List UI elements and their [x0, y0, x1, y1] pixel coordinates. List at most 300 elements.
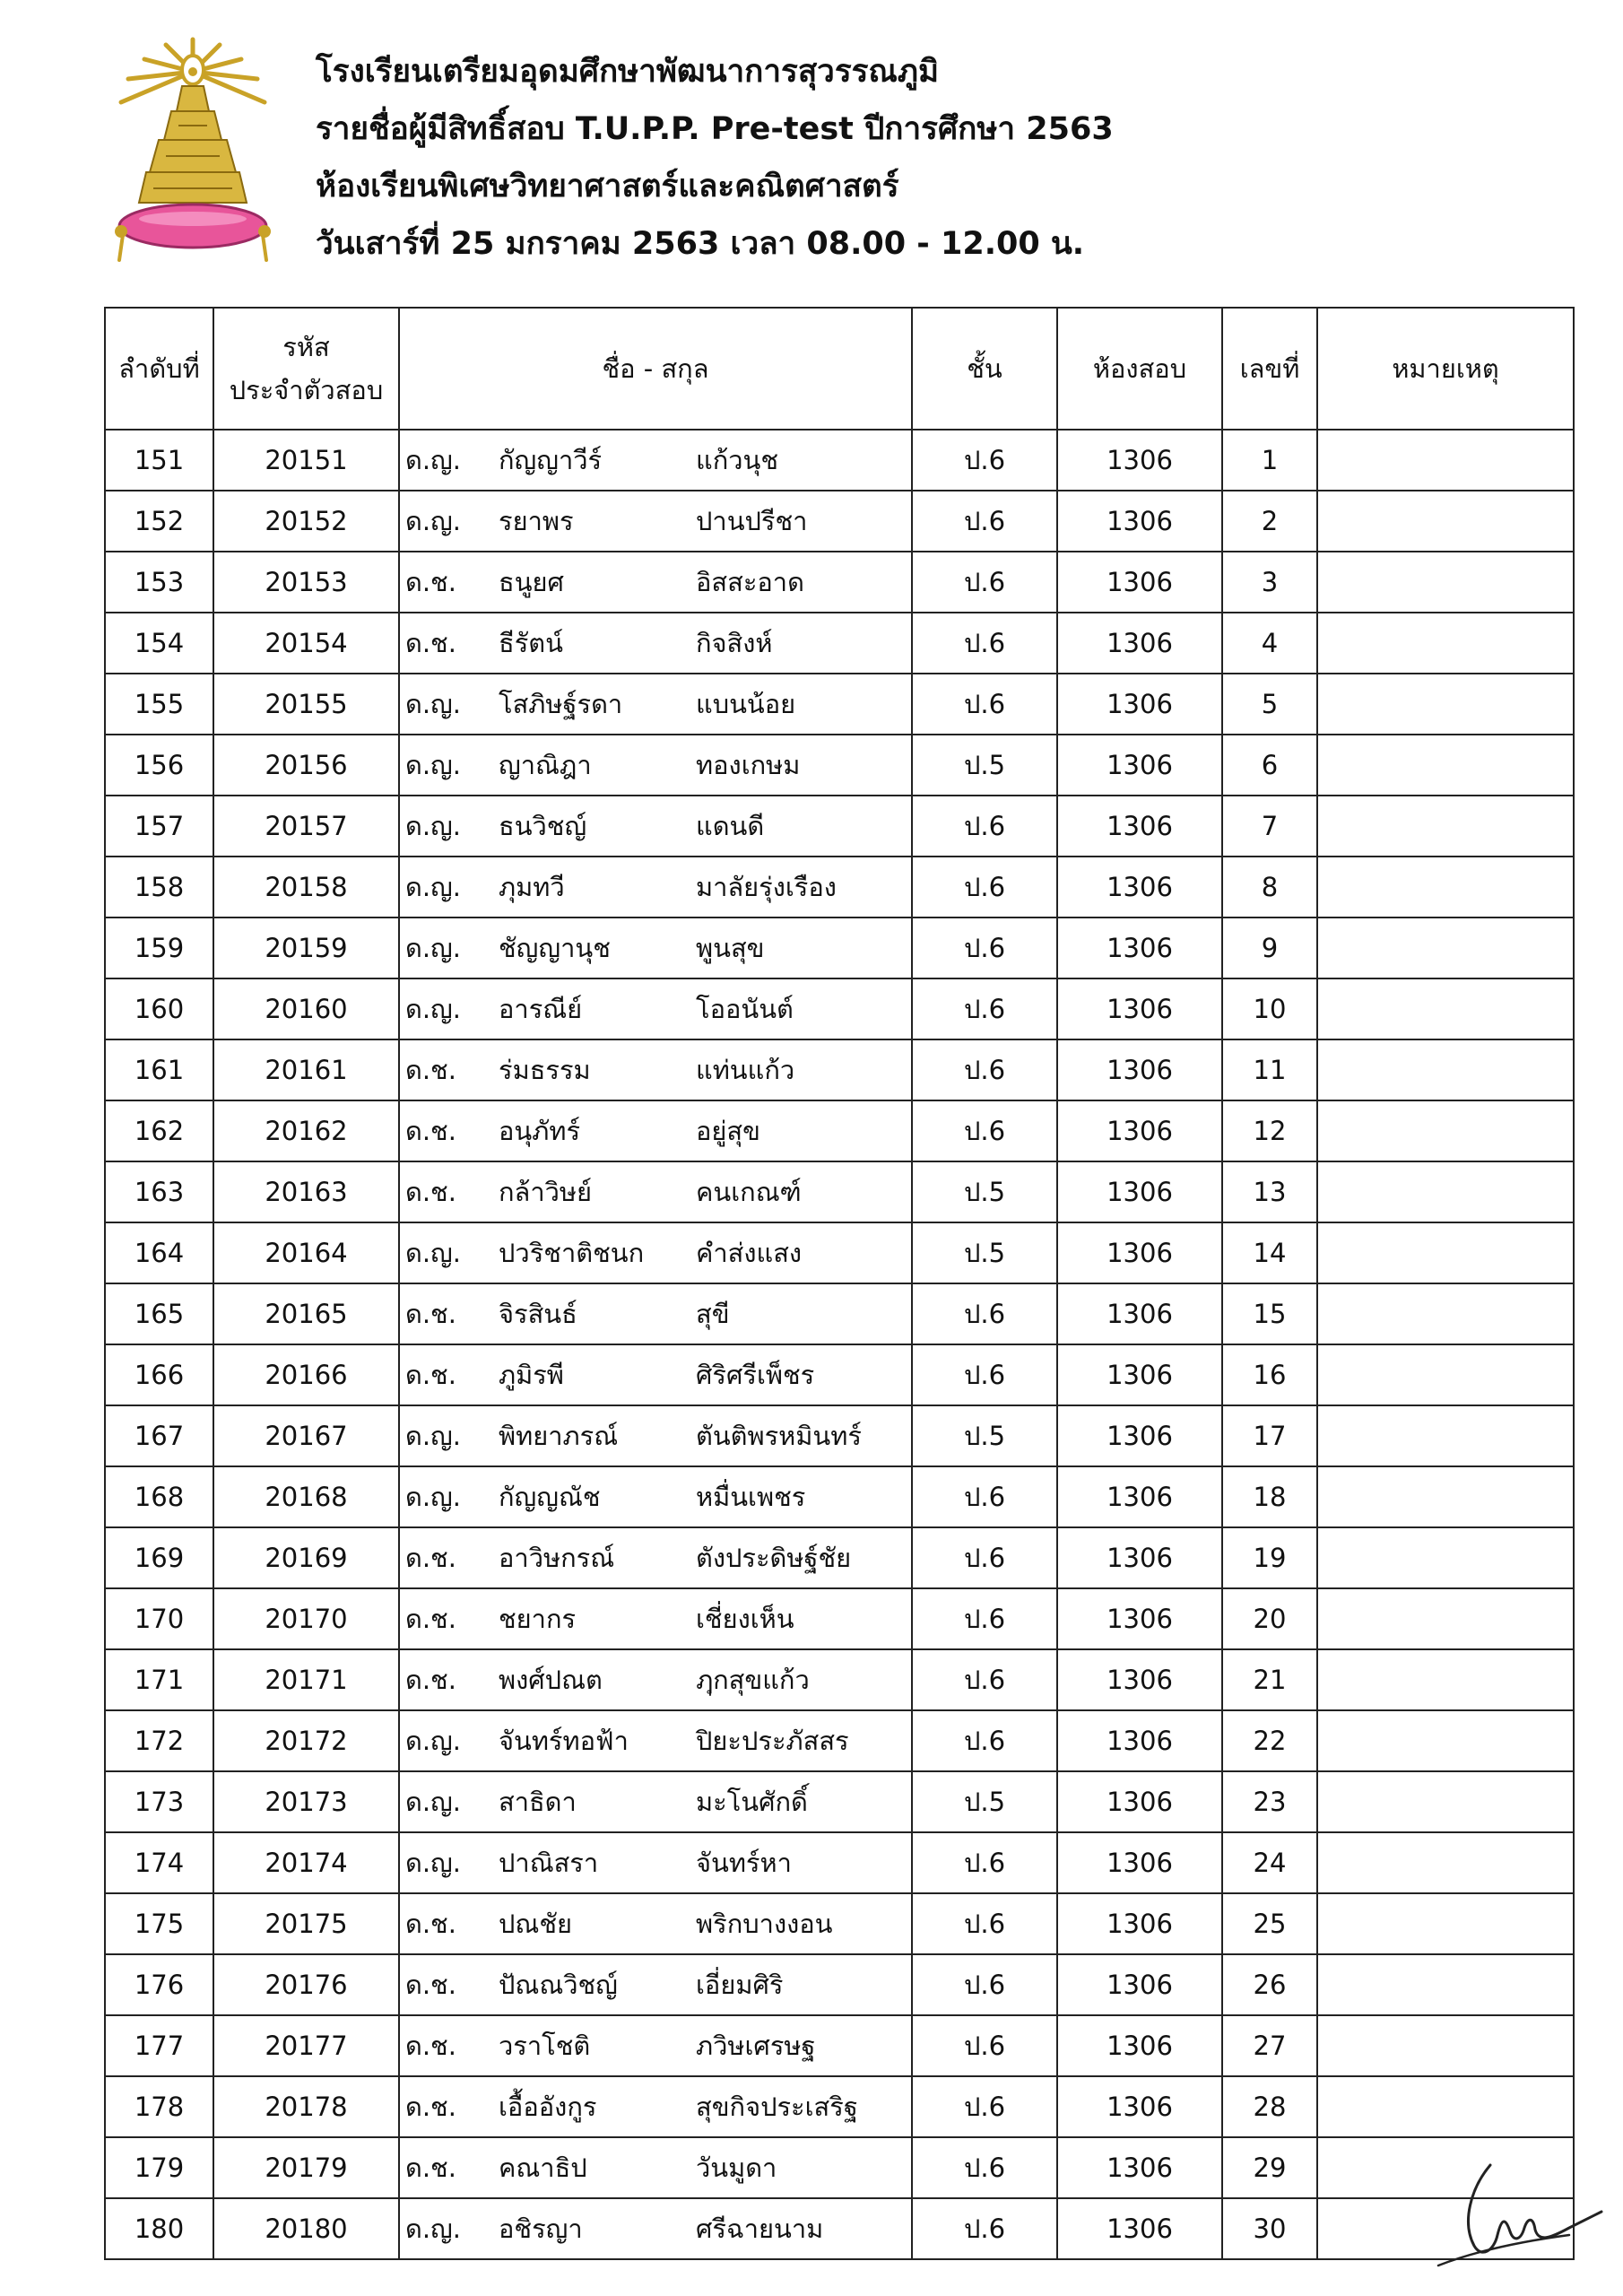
name-prefix: ด.ญ. — [405, 933, 461, 963]
table-row — [105, 796, 1574, 857]
cell-remark — [1317, 613, 1574, 674]
cell-room: 1306 — [1057, 1466, 1222, 1527]
cell-order: 180 — [105, 2198, 213, 2259]
first-name: รยาพร — [499, 506, 574, 536]
cell-remark — [1317, 1832, 1574, 1893]
cell-order: 155 — [105, 674, 213, 735]
cell-exam-id: 20174 — [213, 1832, 399, 1893]
table-row — [105, 735, 1574, 796]
first-name: ภุมทวี — [499, 872, 565, 902]
name-prefix: ด.ช. — [405, 1360, 456, 1390]
cell-name — [399, 735, 912, 796]
cell-grade: ป.6 — [912, 2198, 1057, 2259]
cell-grade: ป.6 — [912, 674, 1057, 735]
cell-room: 1306 — [1057, 857, 1222, 918]
name-prefix: ด.ช. — [405, 628, 456, 658]
last-name: ตังประดิษฐ์ชัย — [696, 1543, 852, 1573]
cell-seat: 25 — [1222, 1893, 1317, 1954]
cell-grade: ป.6 — [912, 857, 1057, 918]
cell-room: 1306 — [1057, 1161, 1222, 1222]
cell-order: 156 — [105, 735, 213, 796]
cell-exam-id: 20153 — [213, 552, 399, 613]
cell-seat: 26 — [1222, 1954, 1317, 2015]
first-name: กัญญาวีร์ — [499, 445, 603, 475]
cell-name — [399, 1893, 912, 1954]
table-body — [105, 430, 1574, 2259]
name-prefix: ด.ช. — [405, 2152, 456, 2183]
cell-name — [399, 2076, 912, 2137]
cell-seat: 7 — [1222, 796, 1317, 857]
first-name: จิรสินธ์ — [499, 1299, 577, 1329]
cell-exam-id: 20175 — [213, 1893, 399, 1954]
cell-exam-id: 20158 — [213, 857, 399, 918]
name-prefix: ด.ญ. — [405, 1787, 461, 1817]
cell-room: 1306 — [1057, 1527, 1222, 1588]
cell-grade: ป.6 — [912, 1527, 1057, 1588]
cell-remark — [1317, 796, 1574, 857]
cell-grade: ป.6 — [912, 1100, 1057, 1161]
name-prefix: ด.ญ. — [405, 445, 461, 475]
cell-order: 153 — [105, 552, 213, 613]
cell-remark — [1317, 1893, 1574, 1954]
cell-exam-id: 20159 — [213, 918, 399, 978]
cell-remark — [1317, 918, 1574, 978]
name-prefix: ด.ญ. — [405, 506, 461, 536]
cell-grade: ป.6 — [912, 1710, 1057, 1771]
first-name: ธนูยศ — [499, 567, 564, 597]
cell-remark — [1317, 1649, 1574, 1710]
cell-remark — [1317, 1588, 1574, 1649]
name-prefix: ด.ญ. — [405, 1421, 461, 1451]
cell-grade: ป.6 — [912, 1466, 1057, 1527]
name-prefix: ด.ช. — [405, 1055, 456, 1085]
last-name: ปานปรีชา — [696, 506, 808, 536]
last-name: แก้วนุช — [696, 445, 779, 475]
table-row — [105, 430, 1574, 491]
first-name: วราโชติ — [499, 2031, 591, 2061]
name-prefix: ด.ช. — [405, 1299, 456, 1329]
cell-order: 157 — [105, 796, 213, 857]
header-name: ชื่อ - สกุล — [399, 308, 912, 430]
cell-remark — [1317, 1710, 1574, 1771]
name-prefix: ด.ช. — [405, 1665, 456, 1695]
cell-room: 1306 — [1057, 918, 1222, 978]
cell-room: 1306 — [1057, 674, 1222, 735]
cell-name — [399, 1588, 912, 1649]
school-name: โรงเรียนเตรียมอุดมศึกษาพัฒนาการสุวรรณภูมิ — [316, 54, 940, 90]
table-row — [105, 1222, 1574, 1283]
cell-exam-id: 20166 — [213, 1344, 399, 1405]
last-name: มะโนศักดิ์ — [696, 1787, 808, 1817]
last-name: สุขี — [696, 1299, 730, 1329]
cell-exam-id: 20167 — [213, 1405, 399, 1466]
cell-name — [399, 1527, 912, 1588]
table-row — [105, 1527, 1574, 1588]
last-name: กิจสิงห์ — [696, 628, 773, 658]
first-name: อาวิษกรณ์ — [499, 1543, 615, 1573]
cell-seat: 12 — [1222, 1100, 1317, 1161]
candidate-table — [104, 307, 1575, 2260]
cell-name — [399, 430, 912, 491]
last-name: คนเกณฑ์ — [696, 1177, 802, 1207]
cell-remark — [1317, 1222, 1574, 1283]
cell-name — [399, 613, 912, 674]
first-name: จันทร์ทอฟ้า — [499, 1726, 629, 1756]
cell-grade: ป.6 — [912, 1039, 1057, 1100]
name-prefix: ด.ญ. — [405, 1238, 461, 1268]
last-name: แบนน้อย — [696, 689, 796, 719]
cell-order: 152 — [105, 491, 213, 552]
header-grade: ชั้น — [912, 308, 1057, 430]
cell-room: 1306 — [1057, 735, 1222, 796]
table-row — [105, 1771, 1574, 1832]
cell-grade: ป.6 — [912, 2137, 1057, 2198]
cell-exam-id: 20168 — [213, 1466, 399, 1527]
table-row — [105, 1832, 1574, 1893]
cell-seat: 15 — [1222, 1283, 1317, 1344]
cell-remark — [1317, 1466, 1574, 1527]
cell-remark — [1317, 552, 1574, 613]
cell-seat: 30 — [1222, 2198, 1317, 2259]
cell-seat: 16 — [1222, 1344, 1317, 1405]
cell-room: 1306 — [1057, 1954, 1222, 2015]
name-prefix: ด.ช. — [405, 1116, 456, 1146]
cell-room: 1306 — [1057, 1588, 1222, 1649]
last-name: ศิริศรีเพ็ชร — [696, 1360, 815, 1390]
cell-grade: ป.6 — [912, 1893, 1057, 1954]
first-name: พิทยาภรณ์ — [499, 1421, 619, 1451]
first-name: พงศ์ปณต — [499, 1665, 603, 1695]
table-row — [105, 613, 1574, 674]
name-prefix: ด.ญ. — [405, 1726, 461, 1756]
cell-room: 1306 — [1057, 2137, 1222, 2198]
cell-exam-id: 20152 — [213, 491, 399, 552]
first-name: ปณชัย — [499, 1909, 572, 1939]
cell-name — [399, 857, 912, 918]
cell-seat: 18 — [1222, 1466, 1317, 1527]
table-row — [105, 857, 1574, 918]
cell-order: 168 — [105, 1466, 213, 1527]
cell-seat: 9 — [1222, 918, 1317, 978]
cell-room: 1306 — [1057, 1649, 1222, 1710]
cell-exam-id: 20171 — [213, 1649, 399, 1710]
cell-grade: ป.6 — [912, 2015, 1057, 2076]
cell-seat: 27 — [1222, 2015, 1317, 2076]
cell-seat: 8 — [1222, 857, 1317, 918]
cell-seat: 5 — [1222, 674, 1317, 735]
first-name: ภูมิรพี — [499, 1360, 564, 1390]
cell-seat: 13 — [1222, 1161, 1317, 1222]
last-name: โออนันต์ — [696, 994, 794, 1024]
cell-order: 159 — [105, 918, 213, 978]
name-prefix: ด.ญ. — [405, 994, 461, 1024]
cell-exam-id: 20173 — [213, 1771, 399, 1832]
name-prefix: ด.ช. — [405, 1970, 456, 2000]
cell-grade: ป.6 — [912, 1283, 1057, 1344]
first-name: ชัญญานุช — [499, 933, 611, 963]
cell-order: 160 — [105, 978, 213, 1039]
name-prefix: ด.ญ. — [405, 811, 461, 841]
cell-room: 1306 — [1057, 1710, 1222, 1771]
table-row — [105, 552, 1574, 613]
cell-seat: 3 — [1222, 552, 1317, 613]
cell-seat: 4 — [1222, 613, 1317, 674]
cell-exam-id: 20157 — [213, 796, 399, 857]
cell-name — [399, 2137, 912, 2198]
table-row — [105, 2076, 1574, 2137]
cell-order: 163 — [105, 1161, 213, 1222]
cell-exam-id: 20180 — [213, 2198, 399, 2259]
table-row — [105, 1588, 1574, 1649]
cell-name — [399, 1771, 912, 1832]
first-name: อนุภัทร์ — [499, 1116, 581, 1146]
cell-grade: ป.5 — [912, 1405, 1057, 1466]
cell-order: 179 — [105, 2137, 213, 2198]
cell-exam-id: 20162 — [213, 1100, 399, 1161]
first-name: คณาธิป — [499, 2152, 587, 2183]
table-row — [105, 1039, 1574, 1100]
cell-name — [399, 674, 912, 735]
cell-exam-id: 20177 — [213, 2015, 399, 2076]
table-row — [105, 1283, 1574, 1344]
last-name: ตันติพรหมินทร์ — [696, 1421, 862, 1451]
table-row — [105, 1100, 1574, 1161]
cell-exam-id: 20170 — [213, 1588, 399, 1649]
cell-grade: ป.5 — [912, 735, 1057, 796]
first-name: อารณีย์ — [499, 994, 583, 1024]
cell-room: 1306 — [1057, 1100, 1222, 1161]
handwritten-signature-icon — [1435, 2152, 1605, 2269]
first-name: ปาณิสรา — [499, 1848, 599, 1878]
cell-name — [399, 2015, 912, 2076]
last-name: ภวิษเศรษฐ — [696, 2031, 816, 2061]
cell-remark — [1317, 1527, 1574, 1588]
first-name: ปัณณวิชญ์ — [499, 1970, 618, 2000]
last-name: สุขกิจประเสริฐ — [696, 2092, 858, 2122]
table-row — [105, 2198, 1574, 2259]
cell-name — [399, 1466, 912, 1527]
first-name: กัญญณัช — [499, 1482, 601, 1512]
cell-exam-id: 20165 — [213, 1283, 399, 1344]
cell-room: 1306 — [1057, 2076, 1222, 2137]
cell-order: 164 — [105, 1222, 213, 1283]
list-title: รายชื่อผู้มีสิทธิ์สอบ T.U.P.P. Pre-test ปีการศึกษา 2563 — [316, 111, 1114, 147]
cell-seat: 10 — [1222, 978, 1317, 1039]
table-row — [105, 1161, 1574, 1222]
table-row — [105, 674, 1574, 735]
cell-room: 1306 — [1057, 1832, 1222, 1893]
cell-remark — [1317, 1954, 1574, 2015]
cell-name — [399, 978, 912, 1039]
cell-remark — [1317, 857, 1574, 918]
cell-grade: ป.5 — [912, 1222, 1057, 1283]
cell-room: 1306 — [1057, 2198, 1222, 2259]
cell-order: 178 — [105, 2076, 213, 2137]
cell-grade: ป.6 — [912, 552, 1057, 613]
name-prefix: ด.ช. — [405, 1543, 456, 1573]
cell-exam-id: 20160 — [213, 978, 399, 1039]
cell-grade: ป.6 — [912, 1649, 1057, 1710]
cell-seat: 17 — [1222, 1405, 1317, 1466]
cell-name — [399, 1344, 912, 1405]
cell-name — [399, 1710, 912, 1771]
cell-exam-id: 20169 — [213, 1527, 399, 1588]
cell-order: 165 — [105, 1283, 213, 1344]
cell-exam-id: 20161 — [213, 1039, 399, 1100]
name-prefix: ด.ช. — [405, 1177, 456, 1207]
table-row — [105, 1954, 1574, 2015]
cell-name — [399, 2198, 912, 2259]
name-prefix: ด.ญ. — [405, 872, 461, 902]
cell-seat: 6 — [1222, 735, 1317, 796]
cell-room: 1306 — [1057, 1893, 1222, 1954]
cell-exam-id: 20156 — [213, 735, 399, 796]
cell-room: 1306 — [1057, 796, 1222, 857]
cell-name — [399, 491, 912, 552]
table-row — [105, 1344, 1574, 1405]
cell-room: 1306 — [1057, 1222, 1222, 1283]
cell-remark — [1317, 1039, 1574, 1100]
name-prefix: ด.ช. — [405, 2092, 456, 2122]
cell-seat: 1 — [1222, 430, 1317, 491]
cell-name — [399, 1832, 912, 1893]
cell-seat: 14 — [1222, 1222, 1317, 1283]
last-name: แดนดี — [696, 811, 765, 841]
cell-remark — [1317, 2015, 1574, 2076]
document-header — [316, 43, 1114, 273]
last-name: ปิยะประภัสสร — [696, 1726, 849, 1756]
header-seat: เลขที่ — [1222, 308, 1317, 430]
table-row — [105, 978, 1574, 1039]
cell-seat: 19 — [1222, 1527, 1317, 1588]
cell-remark — [1317, 491, 1574, 552]
cell-order: 172 — [105, 1710, 213, 1771]
cell-seat: 23 — [1222, 1771, 1317, 1832]
first-name: ปวริชาติชนก — [499, 1238, 645, 1268]
header-exam-id — [213, 308, 399, 430]
cell-remark — [1317, 1283, 1574, 1344]
cell-exam-id: 20176 — [213, 1954, 399, 2015]
cell-room: 1306 — [1057, 1405, 1222, 1466]
cell-name — [399, 1649, 912, 1710]
cell-name — [399, 1039, 912, 1100]
table-row — [105, 491, 1574, 552]
first-name: ญาณิฎา — [499, 750, 592, 780]
cell-grade: ป.5 — [912, 1771, 1057, 1832]
cell-remark — [1317, 1344, 1574, 1405]
cell-seat: 22 — [1222, 1710, 1317, 1771]
last-name: เชี่ยงเห็น — [696, 1604, 794, 1634]
cell-remark — [1317, 1161, 1574, 1222]
cell-grade: ป.6 — [912, 796, 1057, 857]
cell-order: 158 — [105, 857, 213, 918]
cell-order: 177 — [105, 2015, 213, 2076]
table-row — [105, 1405, 1574, 1466]
cell-grade: ป.6 — [912, 430, 1057, 491]
cell-room: 1306 — [1057, 552, 1222, 613]
table-header-row — [105, 308, 1574, 430]
cell-name — [399, 1222, 912, 1283]
cell-remark — [1317, 430, 1574, 491]
first-name: อชิรญา — [499, 2213, 583, 2244]
last-name: แท่นแก้ว — [696, 1055, 795, 1085]
cell-name — [399, 1100, 912, 1161]
last-name: มาลัยรุ่งเรือง — [696, 872, 837, 902]
cell-remark — [1317, 1405, 1574, 1466]
cell-seat: 24 — [1222, 1832, 1317, 1893]
last-name: อยู่สุข — [696, 1116, 760, 1146]
cell-name — [399, 918, 912, 978]
last-name: วันมูดา — [696, 2152, 777, 2183]
cell-seat: 21 — [1222, 1649, 1317, 1710]
cell-room: 1306 — [1057, 430, 1222, 491]
cell-seat: 28 — [1222, 2076, 1317, 2137]
cell-name — [399, 1954, 912, 2015]
cell-exam-id: 20172 — [213, 1710, 399, 1771]
cell-name — [399, 552, 912, 613]
cell-name — [399, 796, 912, 857]
school-emblem-icon — [112, 36, 273, 267]
first-name: กล้าวิษย์ — [499, 1177, 593, 1207]
exam-date-time: วันเสาร์ที่ 25 มกราคม 2563 เวลา 08.00 - 12.00 น. — [316, 226, 1085, 262]
cell-name — [399, 1405, 912, 1466]
cell-remark — [1317, 674, 1574, 735]
cell-room: 1306 — [1057, 1283, 1222, 1344]
name-prefix: ด.ญ. — [405, 1848, 461, 1878]
cell-room: 1306 — [1057, 491, 1222, 552]
name-prefix: ด.ช. — [405, 567, 456, 597]
cell-exam-id: 20151 — [213, 430, 399, 491]
header-exam-id-line1: รหัส — [282, 332, 330, 362]
first-name: ธีรัตน์ — [499, 628, 563, 658]
first-name: ธนวิชญ์ — [499, 811, 587, 841]
cell-order: 162 — [105, 1100, 213, 1161]
cell-remark — [1317, 2076, 1574, 2137]
last-name: ศรีฉายนาม — [696, 2213, 824, 2244]
program-name: ห้องเรียนพิเศษวิทยาศาสตร์และคณิตศาสตร์ — [316, 169, 899, 204]
first-name: ร่มธรรม — [499, 1055, 591, 1085]
header-room: ห้องสอบ — [1057, 308, 1222, 430]
last-name: พริกบางงอน — [696, 1909, 833, 1939]
last-name: อิสสะอาด — [696, 567, 804, 597]
cell-seat: 2 — [1222, 491, 1317, 552]
last-name: ฦุกสุขแก้ว — [696, 1665, 810, 1695]
cell-remark — [1317, 735, 1574, 796]
cell-grade: ป.5 — [912, 1161, 1057, 1222]
name-prefix: ด.ช. — [405, 1909, 456, 1939]
cell-exam-id: 20155 — [213, 674, 399, 735]
cell-order: 169 — [105, 1527, 213, 1588]
cell-grade: ป.6 — [912, 491, 1057, 552]
cell-order: 166 — [105, 1344, 213, 1405]
cell-grade: ป.6 — [912, 1832, 1057, 1893]
name-prefix: ด.ญ. — [405, 750, 461, 780]
cell-grade: ป.6 — [912, 1954, 1057, 2015]
name-prefix: ด.ญ. — [405, 2213, 461, 2244]
name-prefix: ด.ช. — [405, 1604, 456, 1634]
table-row — [105, 2137, 1574, 2198]
cell-room: 1306 — [1057, 1771, 1222, 1832]
name-prefix: ด.ญ. — [405, 689, 461, 719]
cell-seat: 29 — [1222, 2137, 1317, 2198]
cell-seat: 11 — [1222, 1039, 1317, 1100]
first-name: โสภิษฐ์รดา — [499, 689, 623, 719]
header-remark: หมายเหตุ — [1317, 308, 1574, 430]
cell-name — [399, 1283, 912, 1344]
cell-order: 167 — [105, 1405, 213, 1466]
last-name: เอี่ยมศิริ — [696, 1970, 784, 2000]
last-name: จันทร์หา — [696, 1848, 792, 1878]
